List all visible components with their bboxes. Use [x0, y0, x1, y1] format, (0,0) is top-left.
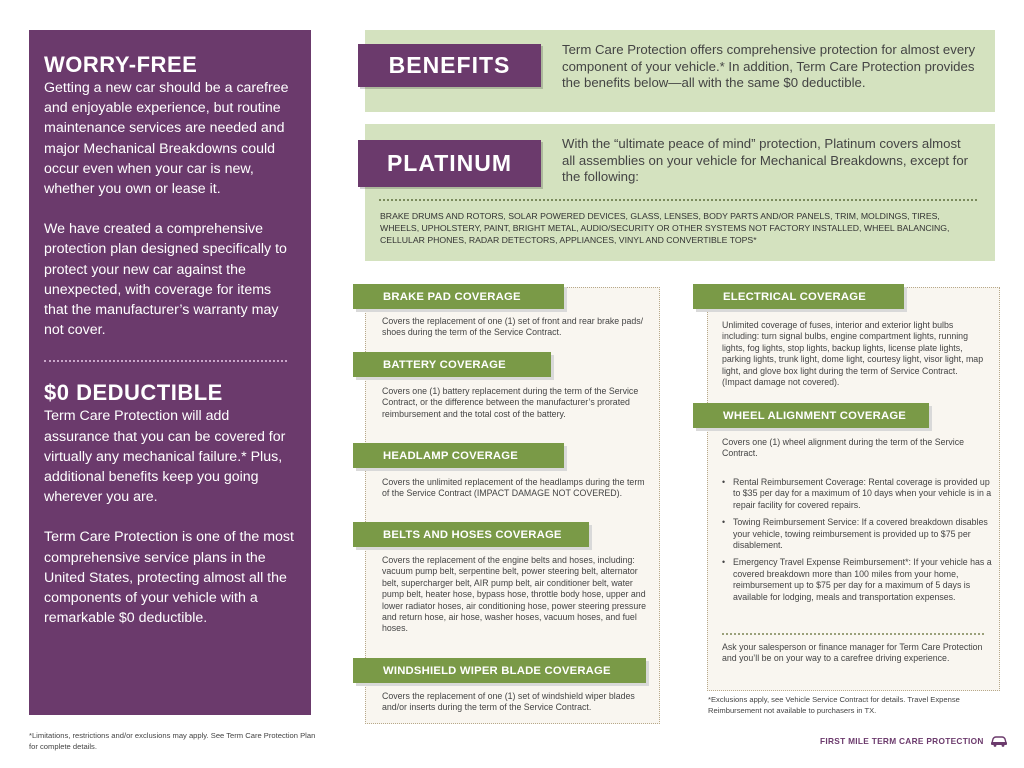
- wiper-coverage-text: Covers the replacement of one (1) set of windshield wiper blades and/or inserts during the term of the Service Contract.: [382, 691, 635, 713]
- car-icon: [990, 735, 1008, 747]
- closing-text: Ask your salesperson or finance manager for Term Care Protection and you’ll be on your way to a carefree driving experience.: [722, 642, 983, 664]
- brake-pad-coverage-text: Covers the replacement of one (1) set of front and rear brake pads/ shoes during the term of the Service Contract.: [382, 316, 644, 338]
- battery-coverage-text: Covers one (1) battery replacement during the term of the Service Contract, or the difference between the manufacturer’s prorated reimbursement and the total cost of the battery.: [382, 386, 639, 419]
- brand-name: FIRST MILE TERM CARE PROTECTION: [820, 736, 984, 746]
- right-footnote: *Exclusions apply, see Vehicle Service Contract for details. Travel Expense Reimbursement not available to purchasers in TX.: [708, 695, 960, 715]
- list-item: • Rental Reimbursement Coverage: Rental coverage is provided up to $35 per day for a maximum of 10 days when your vehicle is in a repair facility for covered repairs.: [722, 477, 992, 511]
- deductible-text: Term Care Protection will add assurance that you can be covered for virtually any mechanical failure.* Plus, additional benefits keep you going wherever you are.: [44, 408, 286, 506]
- closing-divider: [722, 633, 984, 635]
- brake-pad-coverage-title: BRAKE PAD COVERAGE: [353, 284, 564, 309]
- list-item: • Towing Reimbursement Service: If a covered breakdown disables your vehicle, towing reimbursement is provided up to $75 per disablement.: [722, 517, 992, 551]
- platinum-exclusions: BRAKE DRUMS AND ROTORS, SOLAR POWERED DEVICES, GLASS, LENSES, BODY PARTS AND/OR PANELS, TRIM, MOLDINGS, TIRES, WHEELS, UPHOLSTERY, PAINT, BRIGHT METAL, AUDIO/SECURITY OR OTHER SYSTEMS NOT FACTORY INSTALLED, WHEEL BALANCING, CELLULAR PHONES, RADAR DETECTORS, APPLIANCES, VINYL AND CONVERTIBLE TOPS*: [380, 211, 950, 245]
- headlamp-coverage-title: HEADLAMP COVERAGE: [353, 443, 564, 468]
- wiper-coverage-title: WINDSHIELD WIPER BLADE COVERAGE: [353, 658, 646, 683]
- reimbursement-list: [722, 477, 992, 609]
- benefits-text: Term Care Protection offers comprehensive protection for almost every component of your vehicle.* In addition, Term Care Protection provides the benefits below—all with the same $0 deductible.: [562, 42, 976, 91]
- battery-coverage-title: BATTERY COVERAGE: [353, 352, 551, 377]
- wheel-alignment-coverage-title: WHEEL ALIGNMENT COVERAGE: [693, 403, 929, 428]
- platinum-divider: [379, 199, 977, 201]
- headlamp-coverage-text: Covers the unlimited replacement of the headlamps during the term of the Service Contract (IMPACT DAMAGE NOT COVERED).: [382, 477, 645, 499]
- deductible-heading: $0 DEDUCTIBLE: [44, 380, 223, 406]
- divider: [44, 360, 287, 362]
- left-panel: [29, 30, 311, 715]
- brand-signature: [820, 735, 1008, 747]
- worry-free-heading: WORRY-FREE: [44, 52, 198, 77]
- platinum-section: [365, 124, 995, 261]
- plan-text: We have created a comprehensive protection plan designed specifically to protect your new car against the unexpected, with coverage for items that the manufacturer’s warranty may not cover.: [44, 221, 287, 339]
- left-footnote: *Limitations, restrictions and/or exclusions may apply. See Term Care Protection Plan for complete details.: [29, 731, 316, 751]
- belts-hoses-coverage-title: BELTS AND HOSES COVERAGE: [353, 522, 589, 547]
- platinum-text: With the “ultimate peace of mind” protection, Platinum covers almost all assemblies on your vehicle for Mechanical Breakdowns, except for the following:: [562, 136, 969, 185]
- benefits-label: BENEFITS: [358, 44, 541, 87]
- benefits-section: [365, 30, 995, 112]
- electrical-coverage-title: ELECTRICAL COVERAGE: [693, 284, 904, 309]
- term-care-text: Term Care Protection is one of the most comprehensive service plans in the United States, protecting almost all the components of your vehicle with a remarkable $0 deductible.: [44, 529, 294, 627]
- platinum-label: PLATINUM: [358, 140, 541, 187]
- belts-hoses-coverage-text: Covers the replacement of the engine belts and hoses, including: vacuum pump belt, serpentine belt, power steering belt, alternator belt, supercharger belt, AIR pump belt, air conditioner belt, water pump belt, heater hose, bypass hose, throttle body hose, upper and lower radiator hoses, air conditioning hose, power steering pressure and return hose, air hose, washer hoses, vacuum hoses, and fuel hoses.: [382, 555, 647, 634]
- wheel-alignment-coverage-text: Covers one (1) wheel alignment during the term of the Service Contract.: [722, 437, 965, 459]
- worry-free-text: Getting a new car should be a carefree and enjoyable experience, but routine maintenance services are needed and major Mechanical Breakdowns could occur even when your car is new, whether you own or lease it.: [44, 80, 289, 198]
- electrical-coverage-text: Unlimited coverage of fuses, interior and exterior light bulbs including: turn signal bulbs, engine compartment lights, running lights, fog lights, stop lights, backup lights, license plate lights, parking lights, trunk light, dome light, courtesy light, visor light, map light, and glove box light during the term of Service Contract. (Impact damage not covered).: [722, 320, 984, 388]
- list-item: • Emergency Travel Expense Reimbursement*: If your vehicle has a covered breakdown more than 100 miles from your home, reimbursement up to $75 per day for a maximum of 5 days is available for lodging, meals and transportation expenses.: [722, 557, 992, 603]
